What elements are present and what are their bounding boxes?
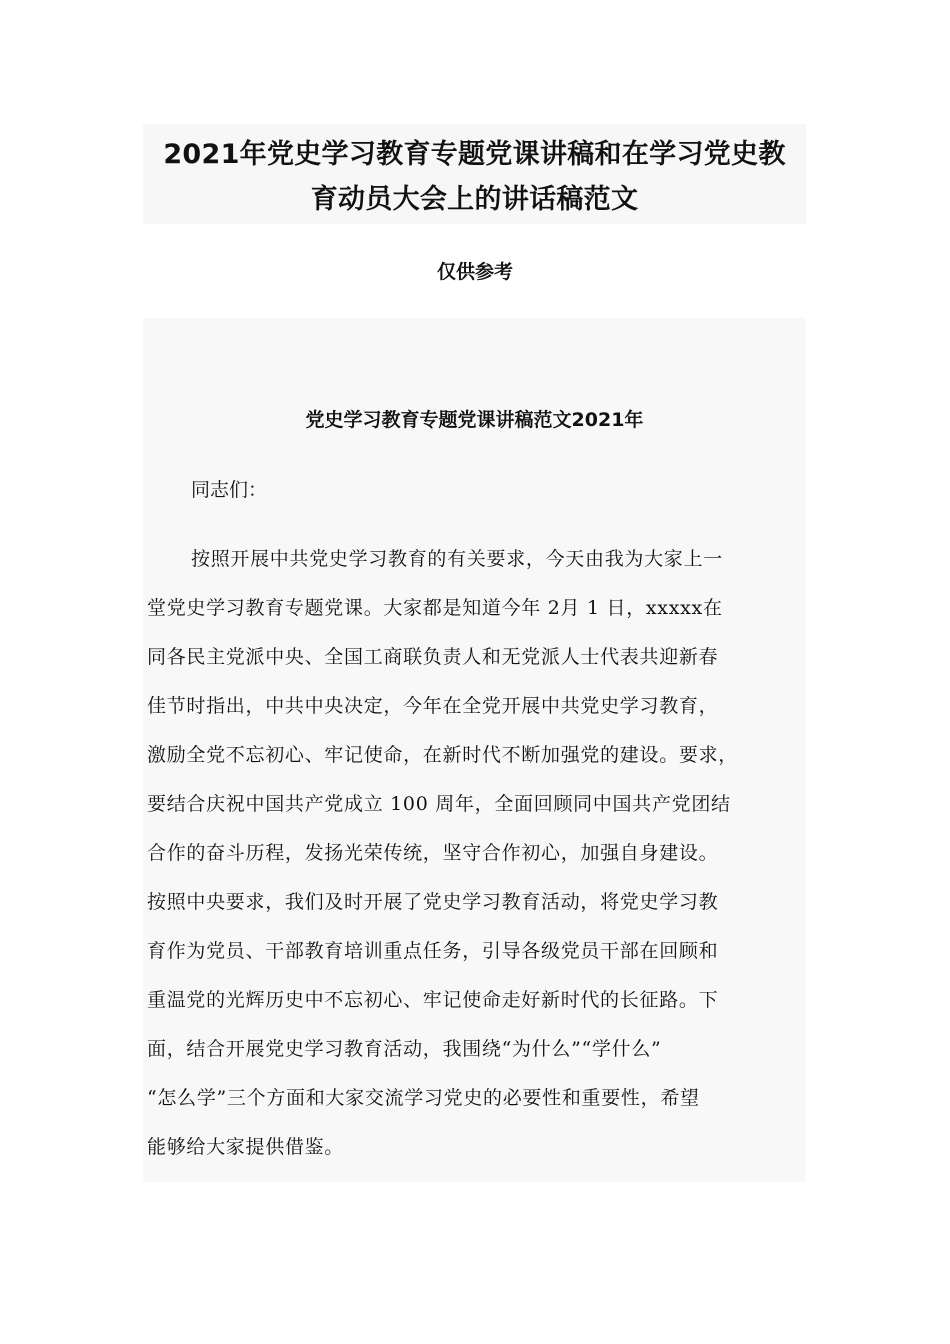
paragraph-line: 重温党的光辉历史中不忘初心、牢记使命走好新时代的长征路。下 <box>147 989 719 1011</box>
document-title-line-1: 2021年党史学习教育专题党课讲稿和在学习党史教 <box>163 139 786 170</box>
paragraph-line: 能够给大家提供借鉴。 <box>147 1136 345 1158</box>
paragraph-line: 面，结合开展党史学习教育活动，我围绕“为什么”“学什么” <box>147 1038 662 1060</box>
paragraph-line: 育作为党员、干部教育培训重点任务，引导各级党员干部在回顾和 <box>147 940 719 962</box>
paragraph-line: 佳节时指出，中共中央决定，今年在全党开展中共党史学习教育， <box>147 695 719 717</box>
section-title: 党史学习教育专题党课讲稿范文2021年 <box>305 409 644 431</box>
salutation: 同志们： <box>191 479 268 501</box>
paragraph-line: 同各民主党派中央、全国工商联负责人和无党派人士代表共迎新春 <box>147 646 719 668</box>
paragraph-line: 激励全党不忘初心、牢记使命，在新时代不断加强党的建设。要求， <box>147 744 739 766</box>
paragraph-line: 合作的奋斗历程，发扬光荣传统，坚守合作初心，加强自身建设。 <box>147 842 719 864</box>
paragraph-line: 堂党史学习教育专题党课。大家都是知道今年 2月 1 日，xxxxx在 <box>147 597 723 619</box>
paragraph-line: 要结合庆祝中国共产党成立 100 周年，全面回顾同中国共产党团结 <box>147 793 731 815</box>
document-title-block <box>143 124 806 224</box>
paragraph-line: 按照中央要求，我们及时开展了党史学习教育活动，将党史学习教 <box>147 891 719 913</box>
document-title-line-2: 育动员大会上的讲话稿范文 <box>310 184 639 215</box>
document-body <box>143 318 806 1182</box>
reference-note: 仅供参考 <box>436 261 513 283</box>
paragraph-line: “怎么学”三个方面和大家交流学习党史的必要性和重要性，希望 <box>147 1087 700 1109</box>
paragraph-line: 按照开展中共党史学习教育的有关要求，今天由我为大家上一 <box>191 548 723 570</box>
